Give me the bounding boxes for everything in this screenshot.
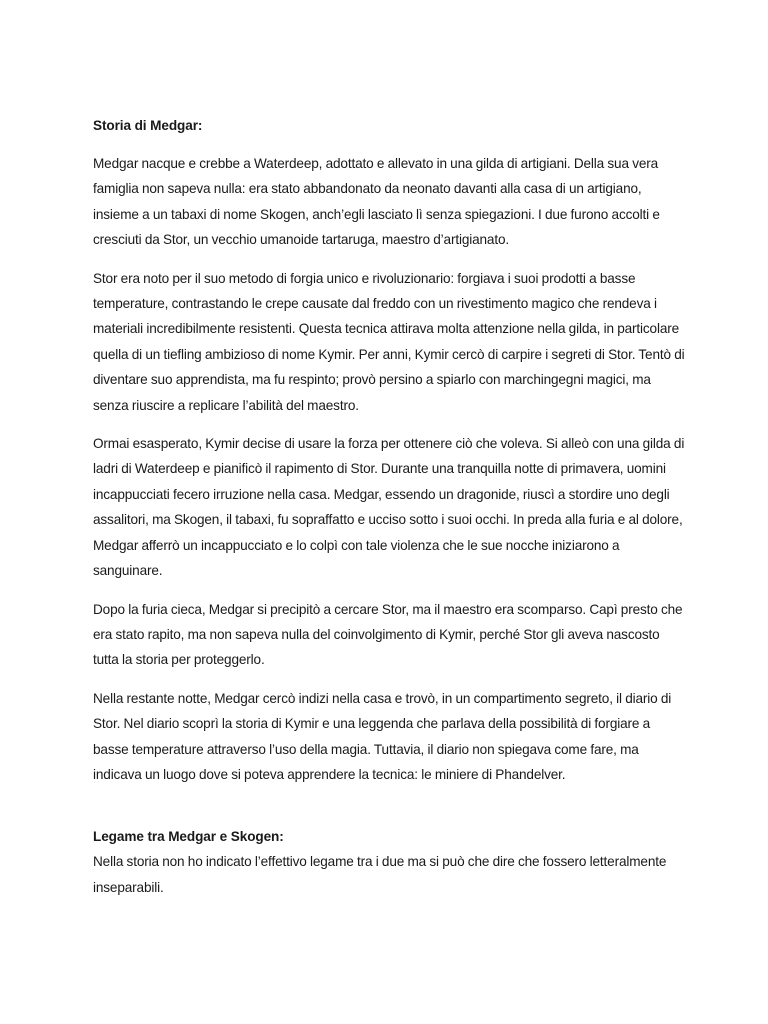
section-title-legame: Legame tra Medgar e Skogen: [93,829,284,845]
paragraph-origins: Medgar nacque e crebbe a Waterdeep, adottato e allevato in una gilda di artigiani. Della sua vera famiglia non sapeva nulla: era stato abbandonato da neonato davanti alla casa di un artigiano, insieme a un tabaxi di nome Skogen, anch’egli lasciato lì senza spiegazioni. I due furono accolti e cresciuti da Stor, un vecchio umanoide tartaruga, maestro d’artigianato. [93,156,660,248]
paragraph-diary: Nella restante notte, Medgar cercò indizi nella casa e trovò, in un compartimento segreto, il diario di Stor. Nel diario scoprì la storia di Kymir e una leggenda che parlava della possibilità di forgiare a basse temperature attraverso l’uso della magia. Tuttavia, il diario non spiegava come fare, ma indicava un luogo dove si poteva apprendere la tecnica: le miniere di Phandelver. [93,690,672,782]
document-body [93,113,687,900]
paragraph-stor-forging: Stor era noto per il suo metodo di forgia unico e rivoluzionario: forgiava i suoi prodotti a basse temperature, contrastando le crepe causate dal freddo con un rivestimento magico che rendeva i materiali incredibilmente resistenti. Questa tecnica attirava molta attenzione nella gilda, in particolare quella di un tiefling ambizioso di nome Kymir. Per anni, Kymir cercò di carpire i segreti di Stor. Tentò di diventare suo apprendista, ma fu respinto; provò persino a spiarlo con marchingegni magici, ma senza riuscire a replicare l’abilità del maestro. [93,270,685,413]
section-title-storia: Storia di Medgar: [93,118,203,133]
paragraph-search: Dopo la furia cieca, Medgar si precipitò a cercare Stor, ma il maestro era scomparso. Capì presto che era stato rapito, ma non sapeva nulla del coinvolgimento di Kymir, perché Stor gli aveva nascosto tutta la storia per proteggerlo. [93,601,683,668]
paragraph-bond: Nella storia non ho indicato l’effettivo legame tra i due ma si può che dire che fossero letteralmente inseparabili. [93,854,667,895]
paragraph-kidnapping: Ormai esasperato, Kymir decise di usare la forza per ottenere ciò che voleva. Si alleò con una gilda di ladri di Waterdeep e pianificò il rapimento di Stor. Durante una tranquilla notte di primavera, uomini incappucciati fecero irruzione nella casa. Medgar, essendo un dragonide, riuscì a stordire uno degli assalitori, ma Skogen, il tabaxi, fu sopraffatto e ucciso sotto i suoi occhi. In preda alla furia e al dolore, Medgar afferrò un incappucciato e lo colpì con tale violenza che le sue nocche iniziarono a sanguinare. [93,436,685,579]
